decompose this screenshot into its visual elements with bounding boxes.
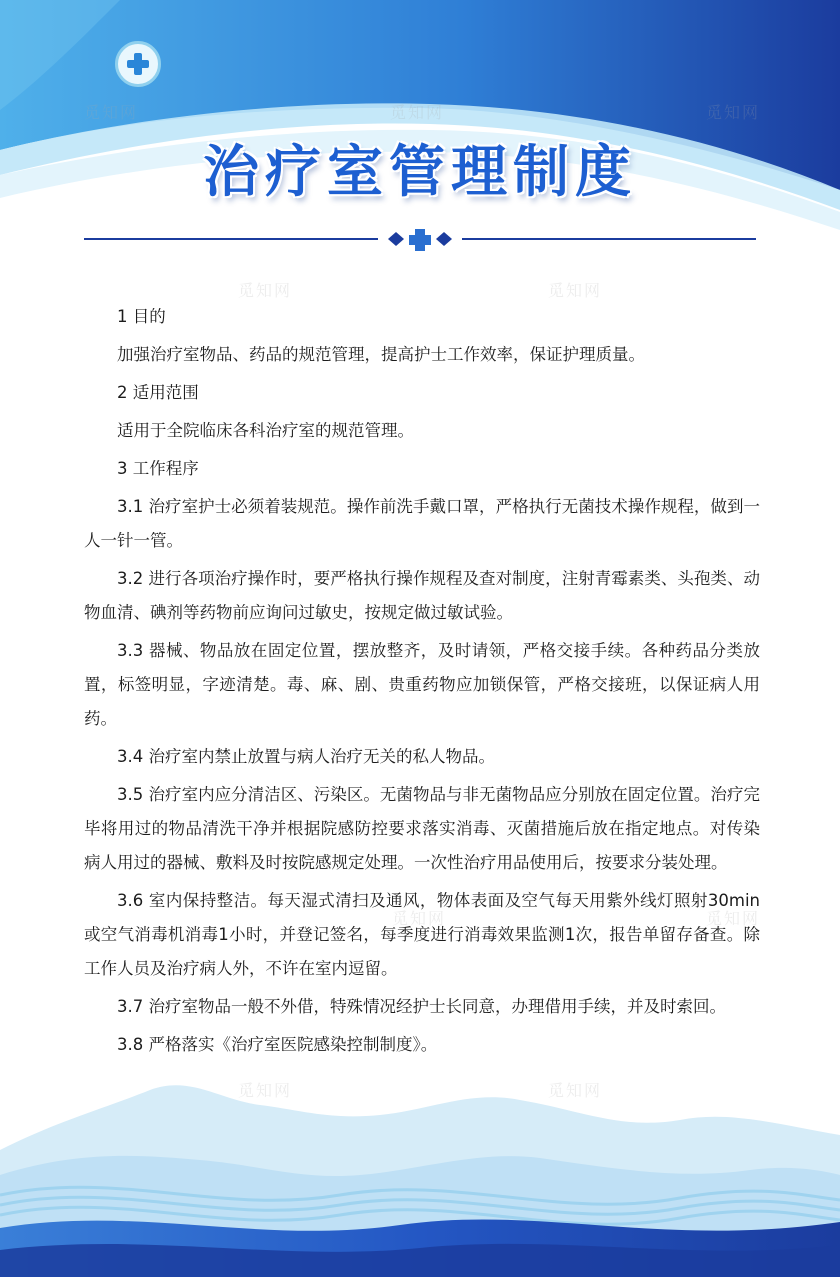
- watermark: 觅知网: [706, 103, 761, 122]
- watermark: 觅知网: [706, 909, 761, 928]
- page-title: 治疗室管理制度: [203, 140, 637, 205]
- paragraph: 3.3 器械、物品放在固定位置，摆放整齐，及时请领，严格交接手续。各种药品分类放置，标签明显，字迹清楚。毒、麻、剧、贵重药物应加锁保管，严格交接班，以保证病人用药。: [84, 641, 760, 728]
- cross-diamond-divider-icon: [84, 226, 756, 254]
- watermark: 觅知网: [238, 1081, 293, 1100]
- paragraph: 3.7 治疗室物品一般不外借，特殊情况经护士长同意，办理借用手续，并及时索回。: [117, 997, 726, 1016]
- watermark: 觅知网: [392, 909, 447, 928]
- paragraph: 加强治疗室物品、药品的规范管理，提高护士工作效率，保证护理质量。: [117, 345, 645, 364]
- watermark: 觅知网: [238, 281, 293, 300]
- paragraph: 3.5 治疗室内应分清洁区、污染区。无菌物品与非无菌物品应分别放在固定位置。治疗完毕将用过的物品清洗干净并根据院感防控要求落实消毒、灭菌措施后放在指定地点。对传染病人用过的器械、敷料及时按院感规定处理。一次性治疗用品使用后，按要求分装处理。: [84, 785, 760, 872]
- paragraph: 3.1 治疗室护士必须着装规范。操作前洗手戴口罩，严格执行无菌技术操作规程，做到一人一针一管。: [84, 497, 760, 550]
- section-heading: 3 工作程序: [117, 459, 199, 478]
- medical-cross-icon: [115, 41, 161, 87]
- paragraph: 3.2 进行各项治疗操作时，要严格执行操作规程及查对制度，注射青霉素类、头孢类、动物血清、碘剂等药物前应询问过敏史，按规定做过敏试验。: [84, 569, 760, 622]
- paragraph: 3.4 治疗室内禁止放置与病人治疗无关的私人物品。: [117, 747, 495, 766]
- watermark: 觅知网: [390, 103, 445, 122]
- section-heading: 2 适用范围: [117, 383, 199, 402]
- watermark: 觅知网: [548, 281, 603, 300]
- watermark: 觅知网: [84, 103, 139, 122]
- watermark: 觅知网: [548, 1081, 603, 1100]
- section-heading: 1 目的: [117, 307, 166, 326]
- paragraph: 适用于全院临床各科治疗室的规范管理。: [117, 421, 414, 440]
- regulation-body: [84, 300, 760, 1066]
- paragraph: 3.8 严格落实《治疗室医院感染控制制度》。: [117, 1035, 438, 1054]
- paragraph: 3.6 室内保持整洁。每天湿式清扫及通风，物体表面及空气每天用紫外线灯照射30min或空气消毒机消毒1小时，并登记签名，每季度进行消毒效果监测1次，报告单留存备查。除工作人员及治疗病人外，不许在室内逗留。: [84, 891, 760, 978]
